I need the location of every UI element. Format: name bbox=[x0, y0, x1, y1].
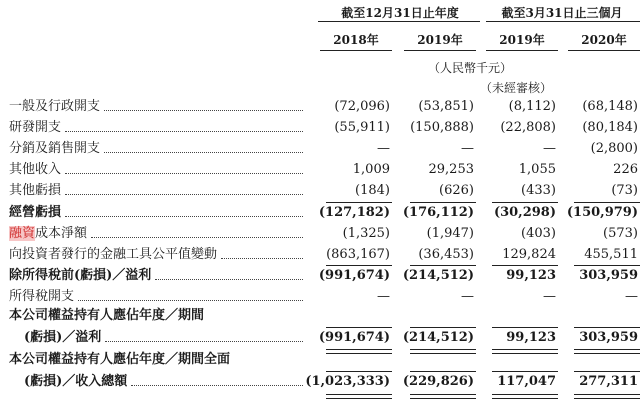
table-row bbox=[0, 97, 640, 117]
cell-value: 455,511 bbox=[584, 247, 638, 262]
row-label: 本公司權益持有人應佔年度／期間全面 bbox=[9, 352, 231, 367]
subtotal-rule bbox=[410, 371, 476, 372]
table-row bbox=[0, 139, 640, 159]
cell-value: (22,808) bbox=[500, 120, 556, 135]
cell-value: (214,512) bbox=[402, 268, 474, 283]
cell-value: 303,959 bbox=[579, 330, 638, 345]
dot-leader bbox=[91, 224, 303, 238]
total-double-rule bbox=[574, 349, 640, 354]
cell-value: — bbox=[461, 141, 474, 156]
dot-leader bbox=[131, 372, 303, 386]
header-group-underline bbox=[486, 21, 640, 22]
row-label: 分銷及銷售開支 bbox=[9, 141, 101, 156]
audit-note: （未經審核） bbox=[480, 81, 553, 95]
total-double-rule bbox=[326, 394, 392, 399]
cell-value: (214,512) bbox=[402, 330, 474, 345]
dot-leader bbox=[155, 266, 303, 280]
subtotal-rule bbox=[326, 371, 392, 372]
cell-value: — bbox=[625, 289, 638, 304]
table-row bbox=[0, 160, 640, 180]
cell-value: (626) bbox=[439, 183, 474, 198]
cell-value: (72,096) bbox=[334, 99, 390, 114]
table-row bbox=[0, 245, 640, 265]
year-underline bbox=[568, 50, 640, 51]
unit-note: （人民幣千元） bbox=[428, 61, 513, 75]
dot-leader bbox=[221, 245, 303, 259]
cell-value: (73) bbox=[611, 183, 638, 198]
cell-value: (176,112) bbox=[402, 205, 474, 220]
cell-value: (68,148) bbox=[582, 99, 638, 114]
cell-value: 29,253 bbox=[428, 162, 474, 177]
cell-value: 1,055 bbox=[518, 162, 556, 177]
subtotal-rule bbox=[574, 327, 640, 328]
cell-value: 129,824 bbox=[502, 247, 556, 262]
header-group-underline bbox=[318, 21, 480, 22]
cell-value: (229,826) bbox=[402, 374, 474, 389]
subtotal-rule bbox=[492, 202, 558, 203]
dot-leader bbox=[78, 287, 303, 301]
table-row bbox=[0, 224, 640, 244]
cell-value: (150,979) bbox=[566, 205, 638, 220]
cell-value: (8,112) bbox=[508, 99, 556, 114]
subtotal-rule bbox=[326, 265, 392, 266]
dot-leader bbox=[104, 97, 303, 111]
dot-leader bbox=[65, 203, 303, 217]
table-row bbox=[0, 203, 640, 223]
total-double-rule bbox=[410, 349, 476, 354]
cell-value: (1,023,333) bbox=[305, 374, 390, 389]
subtotal-rule bbox=[410, 265, 476, 266]
row-label-continued: (虧損)／收入總額 bbox=[24, 374, 128, 389]
row-label bbox=[9, 224, 87, 244]
cell-value: (2,800) bbox=[590, 141, 638, 156]
subtotal-rule bbox=[410, 327, 476, 328]
cell-value: (991,674) bbox=[318, 268, 390, 283]
dot-leader bbox=[104, 139, 303, 153]
subtotal-rule bbox=[492, 371, 558, 372]
year-underline bbox=[486, 50, 558, 51]
cell-value: (36,453) bbox=[418, 247, 474, 262]
subtotal-rule bbox=[492, 265, 558, 266]
total-double-rule bbox=[492, 394, 558, 399]
row-label: 其他收入 bbox=[9, 162, 62, 177]
subtotal-rule bbox=[574, 202, 640, 203]
row-label-text: 成本淨額 bbox=[35, 226, 88, 241]
row-label: 研發開支 bbox=[9, 120, 62, 135]
cell-value: 277,311 bbox=[579, 374, 638, 389]
cell-value: (127,182) bbox=[318, 205, 390, 220]
subtotal-rule bbox=[492, 327, 558, 328]
cell-value: — bbox=[543, 141, 556, 156]
cell-value: 117,047 bbox=[497, 374, 556, 389]
cell-value: 99,123 bbox=[506, 330, 556, 345]
cell-value: 303,959 bbox=[579, 268, 638, 283]
subtotal-rule bbox=[574, 265, 640, 266]
cell-value: 99,123 bbox=[506, 268, 556, 283]
highlighted-text: 融資 bbox=[9, 226, 36, 241]
header-group-year-end: 截至12月31日止年度 bbox=[341, 6, 459, 20]
cell-value: — bbox=[543, 289, 556, 304]
total-double-rule bbox=[492, 349, 558, 354]
total-double-rule bbox=[574, 394, 640, 399]
header-year-2018: 2018年 bbox=[333, 33, 379, 47]
cell-value: (863,167) bbox=[326, 247, 390, 262]
table-row bbox=[0, 287, 640, 307]
row-label: 所得稅開支 bbox=[9, 289, 75, 304]
cell-value: 1,009 bbox=[352, 162, 390, 177]
row-label: 其他虧損 bbox=[9, 183, 62, 198]
cell-value: (150,888) bbox=[410, 120, 474, 135]
cell-value: — bbox=[377, 289, 390, 304]
row-label: 向投資者發行的金融工具公平值變動 bbox=[9, 247, 218, 262]
total-double-rule bbox=[326, 349, 392, 354]
subtotal-rule bbox=[410, 202, 476, 203]
table-row bbox=[0, 266, 640, 286]
row-label: 一般及行政開支 bbox=[9, 99, 101, 114]
cell-value: (991,674) bbox=[318, 330, 390, 345]
cell-value: — bbox=[377, 141, 390, 156]
dot-leader bbox=[65, 118, 303, 132]
row-label-continued: (虧損)／溢利 bbox=[24, 330, 102, 345]
total-double-rule bbox=[410, 394, 476, 399]
cell-value: (573) bbox=[603, 226, 638, 241]
subtotal-rule bbox=[574, 371, 640, 372]
header-group-three-months: 截至3月31日止三個月 bbox=[501, 6, 623, 20]
table-row bbox=[0, 350, 640, 394]
cell-value: (1,325) bbox=[342, 226, 390, 241]
table-row bbox=[0, 181, 640, 201]
row-label: 除所得稅前(虧損)／溢利 bbox=[9, 268, 152, 283]
table-row bbox=[0, 306, 640, 350]
header-year-2019-q1: 2019年 bbox=[499, 33, 545, 47]
dot-leader bbox=[65, 181, 303, 195]
row-label: 經營虧損 bbox=[9, 205, 62, 220]
cell-value: (403) bbox=[521, 226, 556, 241]
dot-leader bbox=[65, 160, 303, 174]
year-underline bbox=[320, 50, 392, 51]
cell-value: (55,911) bbox=[334, 120, 390, 135]
cell-value: 226 bbox=[613, 162, 638, 177]
row-label: 本公司權益持有人應佔年度／期間 bbox=[9, 308, 205, 323]
year-underline bbox=[404, 50, 476, 51]
table-row bbox=[0, 118, 640, 138]
cell-value: (53,851) bbox=[418, 99, 474, 114]
cell-value: (80,184) bbox=[582, 120, 638, 135]
subtotal-rule bbox=[326, 202, 392, 203]
cell-value: (433) bbox=[521, 183, 556, 198]
dot-leader bbox=[105, 328, 303, 342]
cell-value: (30,298) bbox=[493, 205, 556, 220]
header-year-2019: 2019年 bbox=[417, 33, 463, 47]
cell-value: (1,947) bbox=[426, 226, 474, 241]
cell-value: (184) bbox=[355, 183, 390, 198]
header-year-2020-q1: 2020年 bbox=[581, 33, 627, 47]
cell-value: — bbox=[461, 289, 474, 304]
subtotal-rule bbox=[326, 327, 392, 328]
